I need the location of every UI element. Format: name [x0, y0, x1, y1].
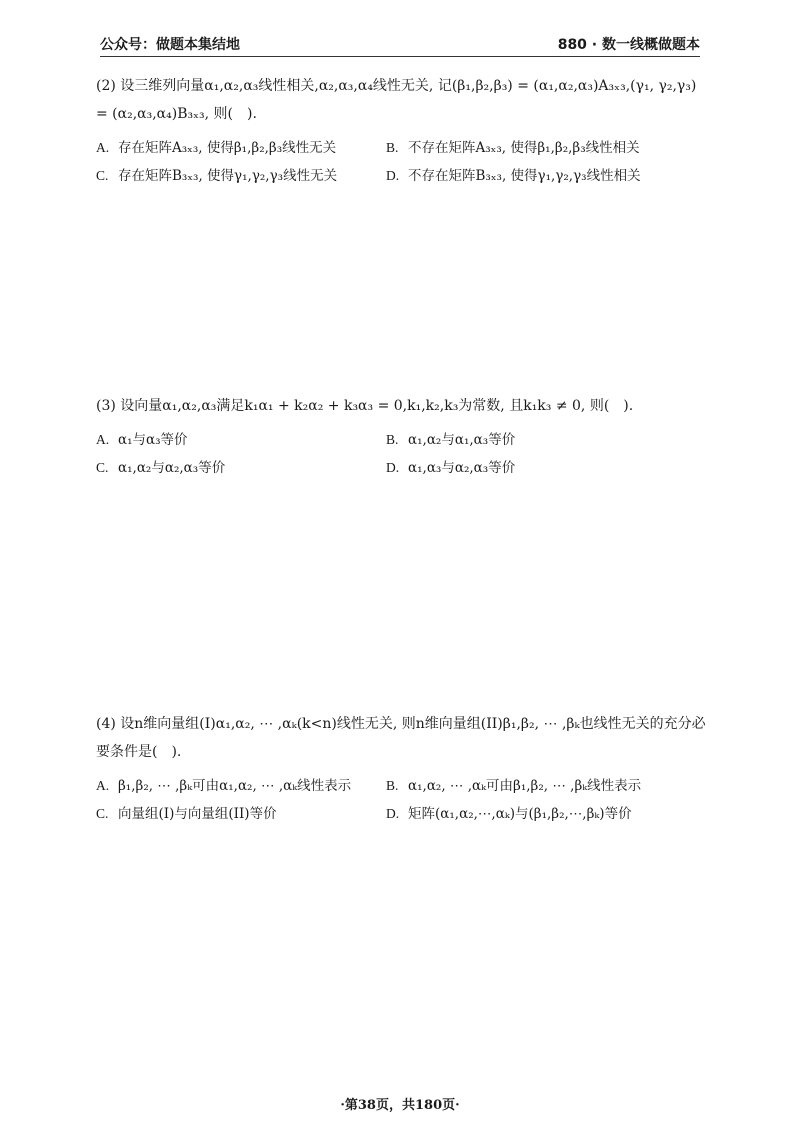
options: [96, 772, 706, 828]
options: [96, 426, 706, 482]
option-label: A.: [96, 432, 110, 447]
question-4: [96, 710, 706, 828]
option-text: 不存在矩阵A₃ₓ₃, 使得β₁,β₂,β₃线性相关: [408, 140, 640, 156]
option-label: A.: [96, 140, 110, 155]
option-label: B.: [386, 778, 399, 793]
option-d[interactable]: [386, 162, 641, 190]
option-text: β₁,β₂, ⋯ ,βₖ可由α₁,α₂, ⋯ ,αₖ线性表示: [118, 778, 352, 794]
page-footer: ·第38页，共180页·: [340, 1098, 460, 1113]
option-text: α₁与α₃等价: [118, 432, 188, 448]
option-b[interactable]: [386, 134, 640, 162]
question-stem: (3) 设向量α₁,α₂,α₃满足k₁α₁ + k₂α₂ + k₃α₃ = 0,k₁,k₂,k₃为常数, 且k₁k₃ ≠ 0, 则( ).: [96, 398, 634, 414]
header-source: 公众号：做题本集结地: [100, 37, 240, 53]
question-2: [96, 72, 706, 190]
option-text: α₁,α₂与α₂,α₃等价: [118, 460, 226, 476]
option-a[interactable]: [96, 772, 351, 800]
option-d[interactable]: [386, 800, 632, 828]
option-b[interactable]: [386, 772, 641, 800]
option-text: α₁,α₂, ⋯ ,αₖ可由β₁,β₂, ⋯ ,βₖ线性表示: [408, 778, 642, 794]
option-label: A.: [96, 778, 110, 793]
option-label: C.: [96, 460, 109, 475]
option-text: 矩阵(α₁,α₂,⋯,αₖ)与(β₁,β₂,⋯,βₖ)等价: [408, 806, 632, 822]
option-c[interactable]: [96, 162, 337, 190]
option-label: D.: [386, 168, 400, 183]
option-text: 存在矩阵A₃ₓ₃, 使得β₁,β₂,β₃线性无关: [118, 140, 337, 156]
option-d[interactable]: [386, 454, 515, 482]
option-label: C.: [96, 168, 109, 183]
option-text: 向量组(I)与向量组(II)等价: [118, 806, 277, 822]
page-header: [100, 30, 700, 57]
option-label: D.: [386, 806, 400, 821]
option-c[interactable]: [96, 800, 277, 828]
option-a[interactable]: [96, 134, 336, 162]
question-stem: (4) 设n维向量组(I)α₁,α₂, ⋯ ,αₖ(k<n)线性无关, 则n维向量组(II)β₁,β₂, ⋯ ,βₖ也线性无关的充分必要条件是( ).: [96, 716, 706, 760]
option-text: 存在矩阵B₃ₓ₃, 使得γ₁,γ₂,γ₃线性无关: [118, 168, 338, 184]
option-text: α₁,α₂与α₁,α₃等价: [408, 432, 516, 448]
option-label: D.: [386, 460, 400, 475]
option-label: B.: [386, 140, 399, 155]
question-stem: (2) 设三维列向量α₁,α₂,α₃线性相关,α₂,α₃,α₄线性无关, 记(β₁,β₂,β₃) = (α₁,α₂,α₃)A₃ₓ₃,(γ₁, γ₂,γ₃) = (α₂,α₃,α₄)B₃ₓ₃, 则( ).: [96, 78, 697, 122]
options: [96, 134, 706, 190]
option-label: C.: [96, 806, 109, 821]
option-text: α₁,α₃与α₂,α₃等价: [408, 460, 516, 476]
option-a[interactable]: [96, 426, 188, 454]
option-text: 不存在矩阵B₃ₓ₃, 使得γ₁,γ₂,γ₃线性相关: [408, 168, 641, 184]
header-book-title: 880 · 数一线概做题本: [557, 37, 700, 53]
option-c[interactable]: [96, 454, 225, 482]
option-b[interactable]: [386, 426, 515, 454]
question-3: [96, 392, 706, 482]
option-label: B.: [386, 432, 399, 447]
